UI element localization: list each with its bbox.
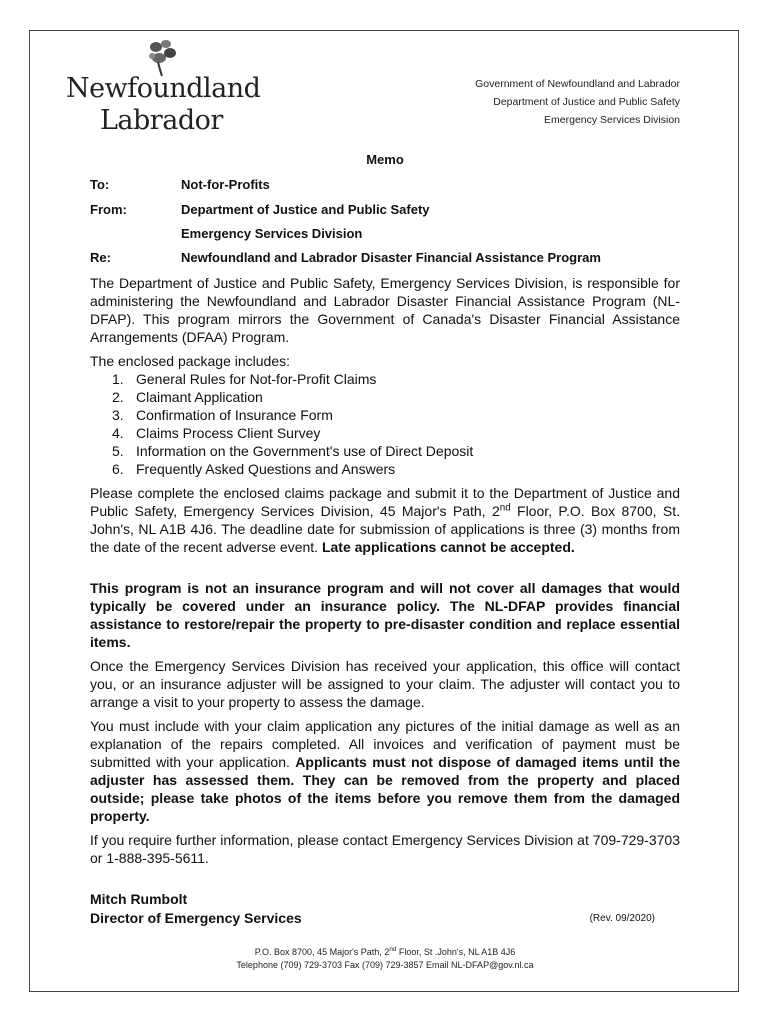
re-label: Re:: [90, 250, 111, 265]
paragraph-requirements: You must include with your claim application any pictures of the initial damage as well as an explanation of the repairs completed. All invoices and verification of payment must be submitted with your application. Applicants must not dispose of damaged items until the adjuster has assessed them. They can be removed from the property and placed outside; please take photos of the items before you remove them from the damaged property.: [90, 718, 680, 824]
list-item: 3. Confirmation of Insurance Form: [112, 407, 333, 423]
revision-date: (Rev. 09/2020): [589, 913, 655, 924]
list-item: 2. Claimant Application: [112, 389, 263, 405]
list-item: 5. Information on the Government's use of Direct Deposit: [112, 443, 474, 459]
package-intro: The enclosed package includes:: [90, 353, 291, 369]
footer-contact: Telephone (709) 729-3703 Fax (709) 729-3857 Email NL-DFAP@gov.nl.ca: [236, 960, 534, 970]
footer: [0, 946, 770, 972]
list-item: 4. Claims Process Client Survey: [112, 425, 321, 441]
to-row: [90, 177, 270, 192]
gov-header-line3: Emergency Services Division: [544, 114, 680, 126]
footer-address: P.O. Box 8700, 45 Major's Path, 2nd Floor, St .John's, NL A1B 4J6: [254, 946, 516, 957]
list-item: 6. Frequently Asked Questions and Answers: [112, 461, 396, 477]
from-value-1: Department of Justice and Public Safety: [181, 202, 430, 217]
to-value: Not-for-Profits: [181, 177, 270, 192]
list-item: 1. General Rules for Not-for-Profit Claims: [112, 371, 377, 387]
re-row: [90, 250, 601, 265]
memo-title: Memo: [366, 152, 404, 167]
signatory-title: Director of Emergency Services: [90, 910, 302, 926]
paragraph-submission: Please complete the enclosed claims package and submit it to the Department of Justice and Public Safety, Emergency Services Division, 45 Major's Path, 2nd Floor, P.O. Box 8700, St. John's, NL A1B 4J6. The deadline date for submission of applications is three (3) months from the date of the recent adverse event. Late applications cannot be accepted.: [90, 485, 680, 555]
gov-header-line1: Government of Newfoundland and Labrador: [475, 78, 680, 90]
from-label: From:: [90, 202, 127, 217]
from-row: [90, 202, 430, 217]
from-row-2: [90, 226, 362, 241]
paragraph-process: Once the Emergency Services Division has received your application, this office will contact you, or an insurance adjuster will be assigned to your claim. The adjuster will contact you to arrange a visit to your property to assess the damage.: [90, 658, 680, 710]
from-value-2: Emergency Services Division: [181, 226, 363, 241]
paragraph-insurance-notice: This program is not an insurance program and will not cover all damages that would typically be covered under an insurance policy. The NL-DFAP provides financial assistance to restore/repair the property to pre-disaster condition and replace essential items.: [90, 580, 680, 650]
paragraph-contact: If you require further information, please contact Emergency Services Division at 709-729-3703 or 1-888-395-5611.: [90, 832, 680, 866]
logo-text-line2: Labrador: [100, 105, 223, 136]
nl-logo: [66, 38, 266, 138]
to-label: To:: [90, 177, 110, 192]
logo-text-line1: Newfoundland: [66, 73, 261, 104]
signature-block: [90, 890, 302, 928]
government-header: [475, 75, 680, 129]
paragraph-intro: The Department of Justice and Public Safety, Emergency Services Division, is responsible for administering the Newfoundland and Labrador Disaster Financial Assistance Program (NL-DFAP). This program mirrors the Government of Canada's Disaster Financial Assistance Arrangements (DFAA) Program.: [90, 275, 680, 345]
gov-header-line2: Department of Justice and Public Safety: [493, 96, 680, 108]
re-value: Newfoundland and Labrador Disaster Financial Assistance Program: [181, 250, 601, 265]
package-list: [112, 370, 473, 478]
pitcher-plant-icon: [144, 38, 184, 78]
signatory-name: Mitch Rumbolt: [90, 891, 188, 907]
